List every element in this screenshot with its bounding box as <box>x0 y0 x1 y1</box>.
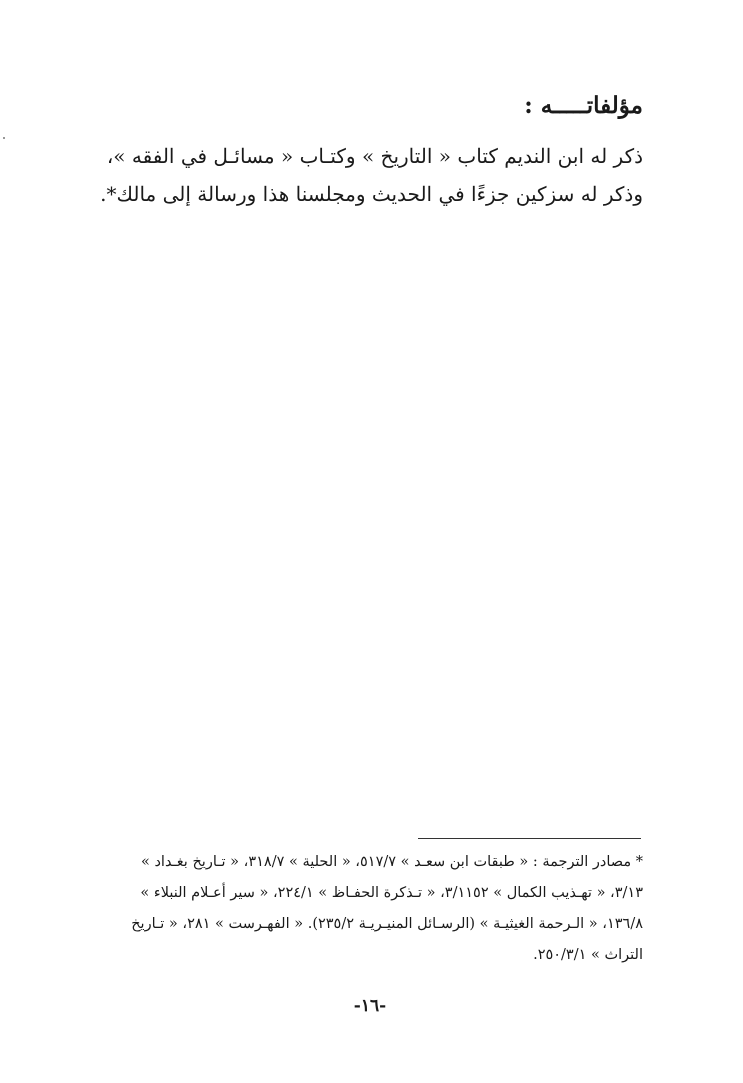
page-number: -١٦- <box>353 996 387 1016</box>
footnote-line: * مصادر الترجمة : « طبقات ابن سعـد » ٥١٧/٧، « الحلية » ٣١٨/٧، « تـاريخ بغـداد » <box>140 854 643 870</box>
body-line: ذكر له ابن النديم كتاب « التاريخ » وكتـاب « مسائـل في الفقه »، <box>106 144 643 168</box>
footnote <box>83 847 643 971</box>
footnote-line: ١٣٦/٨، « الـرحمة الغيثيـة » (الرسـائل المنيـريـة ٢٣٥/٢). « الفهـرست » ٢٨١، « تـاريخ <box>131 916 643 932</box>
body-line: وذكر له سزكين جزءًا في الحديث ومجلسنا هذا ورسالة إلى مالك*. <box>100 182 643 206</box>
footnote-line: ٣/١٣، « تهـذيب الكمال » ٣/١١٥٢، « تـذكرة الحفـاظ » ٢٢٤/١، « سير أعـلام النبلاء » <box>140 885 643 901</box>
footnote-line: التراث » ٢٥٠/٣/١. <box>533 947 643 963</box>
margin-speck <box>3 137 5 139</box>
section-body <box>85 137 643 213</box>
section-heading: مؤلفاتـــــه : <box>524 92 643 119</box>
footnote-separator <box>418 838 641 839</box>
